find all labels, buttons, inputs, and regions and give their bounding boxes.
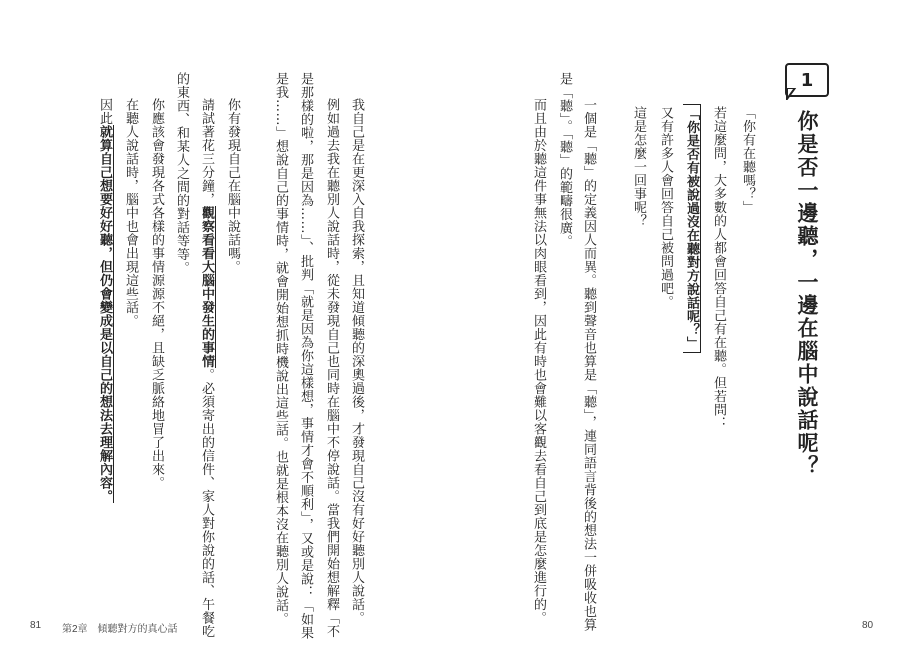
- body-column: 的東西、和某人之間的對話等等。: [174, 72, 189, 275]
- body-column: 又有許多人會回答自己被問過吧。: [658, 106, 673, 309]
- body-column: 一個是「聽」的定義因人而異。聽到聲音也算是「聽」，連同語言背後的想法一併吸收也算: [581, 98, 596, 632]
- body-column-with-emphasis: [200, 98, 213, 638]
- body-column: 若這麼問，大多數的人都會回答自己有在聽。但若問：: [711, 106, 726, 430]
- body-column: 在聽人說話時，腦中也會出現這些話。: [123, 98, 138, 328]
- page-number-right: 80: [862, 620, 874, 631]
- emphasis-lead: 請試著花三分鐘，: [199, 98, 214, 206]
- emphasis-text: 就算自己想要好好聽，但仍會變成是以自己的想法去理解內容。: [97, 125, 112, 503]
- emphasis-text: 觀察看看大腦中發生的事情: [199, 206, 214, 368]
- badge-dots: ···: [789, 92, 800, 101]
- right-page: [450, 0, 900, 661]
- emphasis-tail: 。必須寄出的信件、家人對你說的話、午餐吃: [199, 368, 214, 638]
- boxed-question: 「你是否有被說過沒在聽對方說話呢？」: [683, 104, 701, 353]
- section-title: 你是否一邊聽，一邊在腦中說話呢？: [795, 110, 819, 478]
- body-column: 你有發現自己在腦中說話嗎。: [225, 98, 240, 274]
- body-column: 而且由於聽這件事無法以肉眼看到，因此有時也會難以客觀去看自己到底是怎麼進行的。: [531, 98, 546, 625]
- body-column: 「你有在聽嗎？」: [740, 106, 755, 214]
- page-number-left: 81: [30, 620, 42, 631]
- body-column: 是我……」想說自己的事情時，就會開始想抓時機說出這些話。也就是根本沒在聽別人說話。: [273, 72, 288, 626]
- chapter-number: 1: [800, 69, 814, 91]
- body-column: 你應該會發現各式各樣的事情源源不絕，且缺乏脈絡地冒了出來。: [149, 98, 164, 490]
- running-head: 第2章 傾聽對方的真心話: [62, 624, 178, 635]
- emphasis-lead: 因此: [97, 98, 112, 125]
- body-column: 是那樣的啦，那是因為……」、批判「就是因為你這樣想，事情才會不順利」，又或是說：「如果: [298, 72, 313, 640]
- body-column: 例如過去我在聽別人說話時，從未發現自己也同時在腦中不停說話。當我們開始想解釋「不: [324, 98, 339, 638]
- body-column: 我自己是在更深入自我探索，且知道傾聽的深奧過後，才發現自己沒有好好聽別人說話。: [349, 98, 364, 625]
- body-column: 是「聽」。「聽」的範疇很廣。: [557, 72, 572, 248]
- body-column-with-emphasis: [98, 98, 111, 503]
- body-column: 這是怎麼一回事呢？: [631, 106, 646, 228]
